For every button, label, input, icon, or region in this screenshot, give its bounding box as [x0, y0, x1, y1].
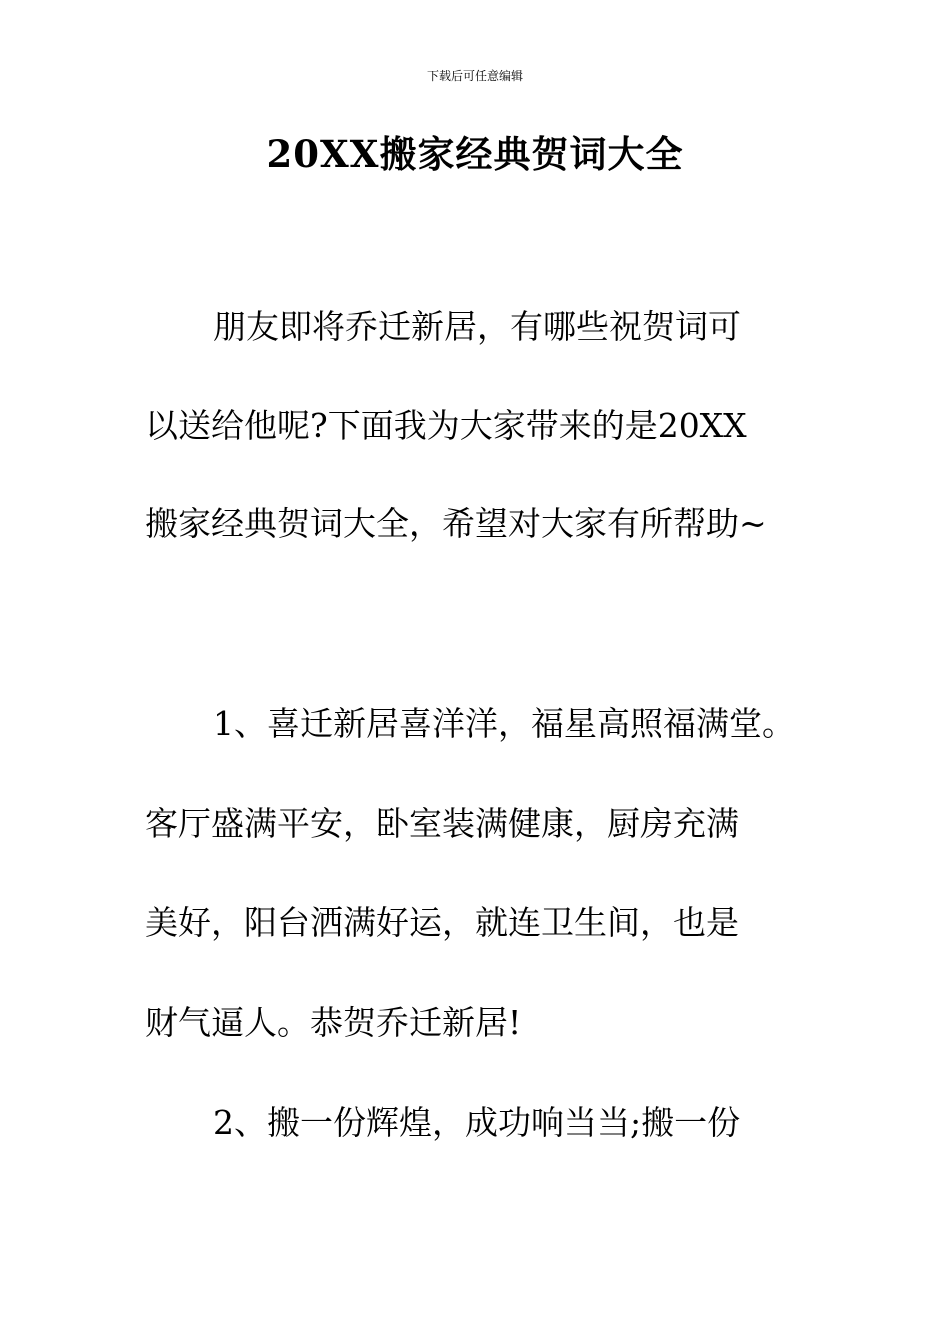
paragraph-item-1-line-4: 财气逼人。恭贺乔迁新居! [145, 1003, 522, 1042]
header-note: 下载后可任意编辑 [426, 69, 523, 83]
paragraph-item-1-line-1: 1、喜迁新居喜洋洋，福星高照福满堂。 [213, 704, 795, 743]
paragraph-item-1-line-3: 美好，阳台洒满好运，就连卫生间，也是 [145, 903, 739, 942]
paragraph-item-2-line-1: 2、搬一份辉煌，成功响当当;搬一份 [213, 1103, 741, 1142]
paragraph-intro-line-1: 朋友即将乔迁新居，有哪些祝贺词可 [213, 307, 741, 346]
document-title: 20XX搬家经典贺词大全 [266, 132, 684, 176]
paragraph-item-1-line-2: 客厅盛满平安，卧室装满健康，厨房充满 [145, 804, 739, 843]
paragraph-intro-line-3: 搬家经典贺词大全，希望对大家有所帮助~ [145, 504, 767, 543]
paragraph-intro-line-2: 以送给他呢?下面我为大家带来的是20XX [145, 406, 747, 445]
